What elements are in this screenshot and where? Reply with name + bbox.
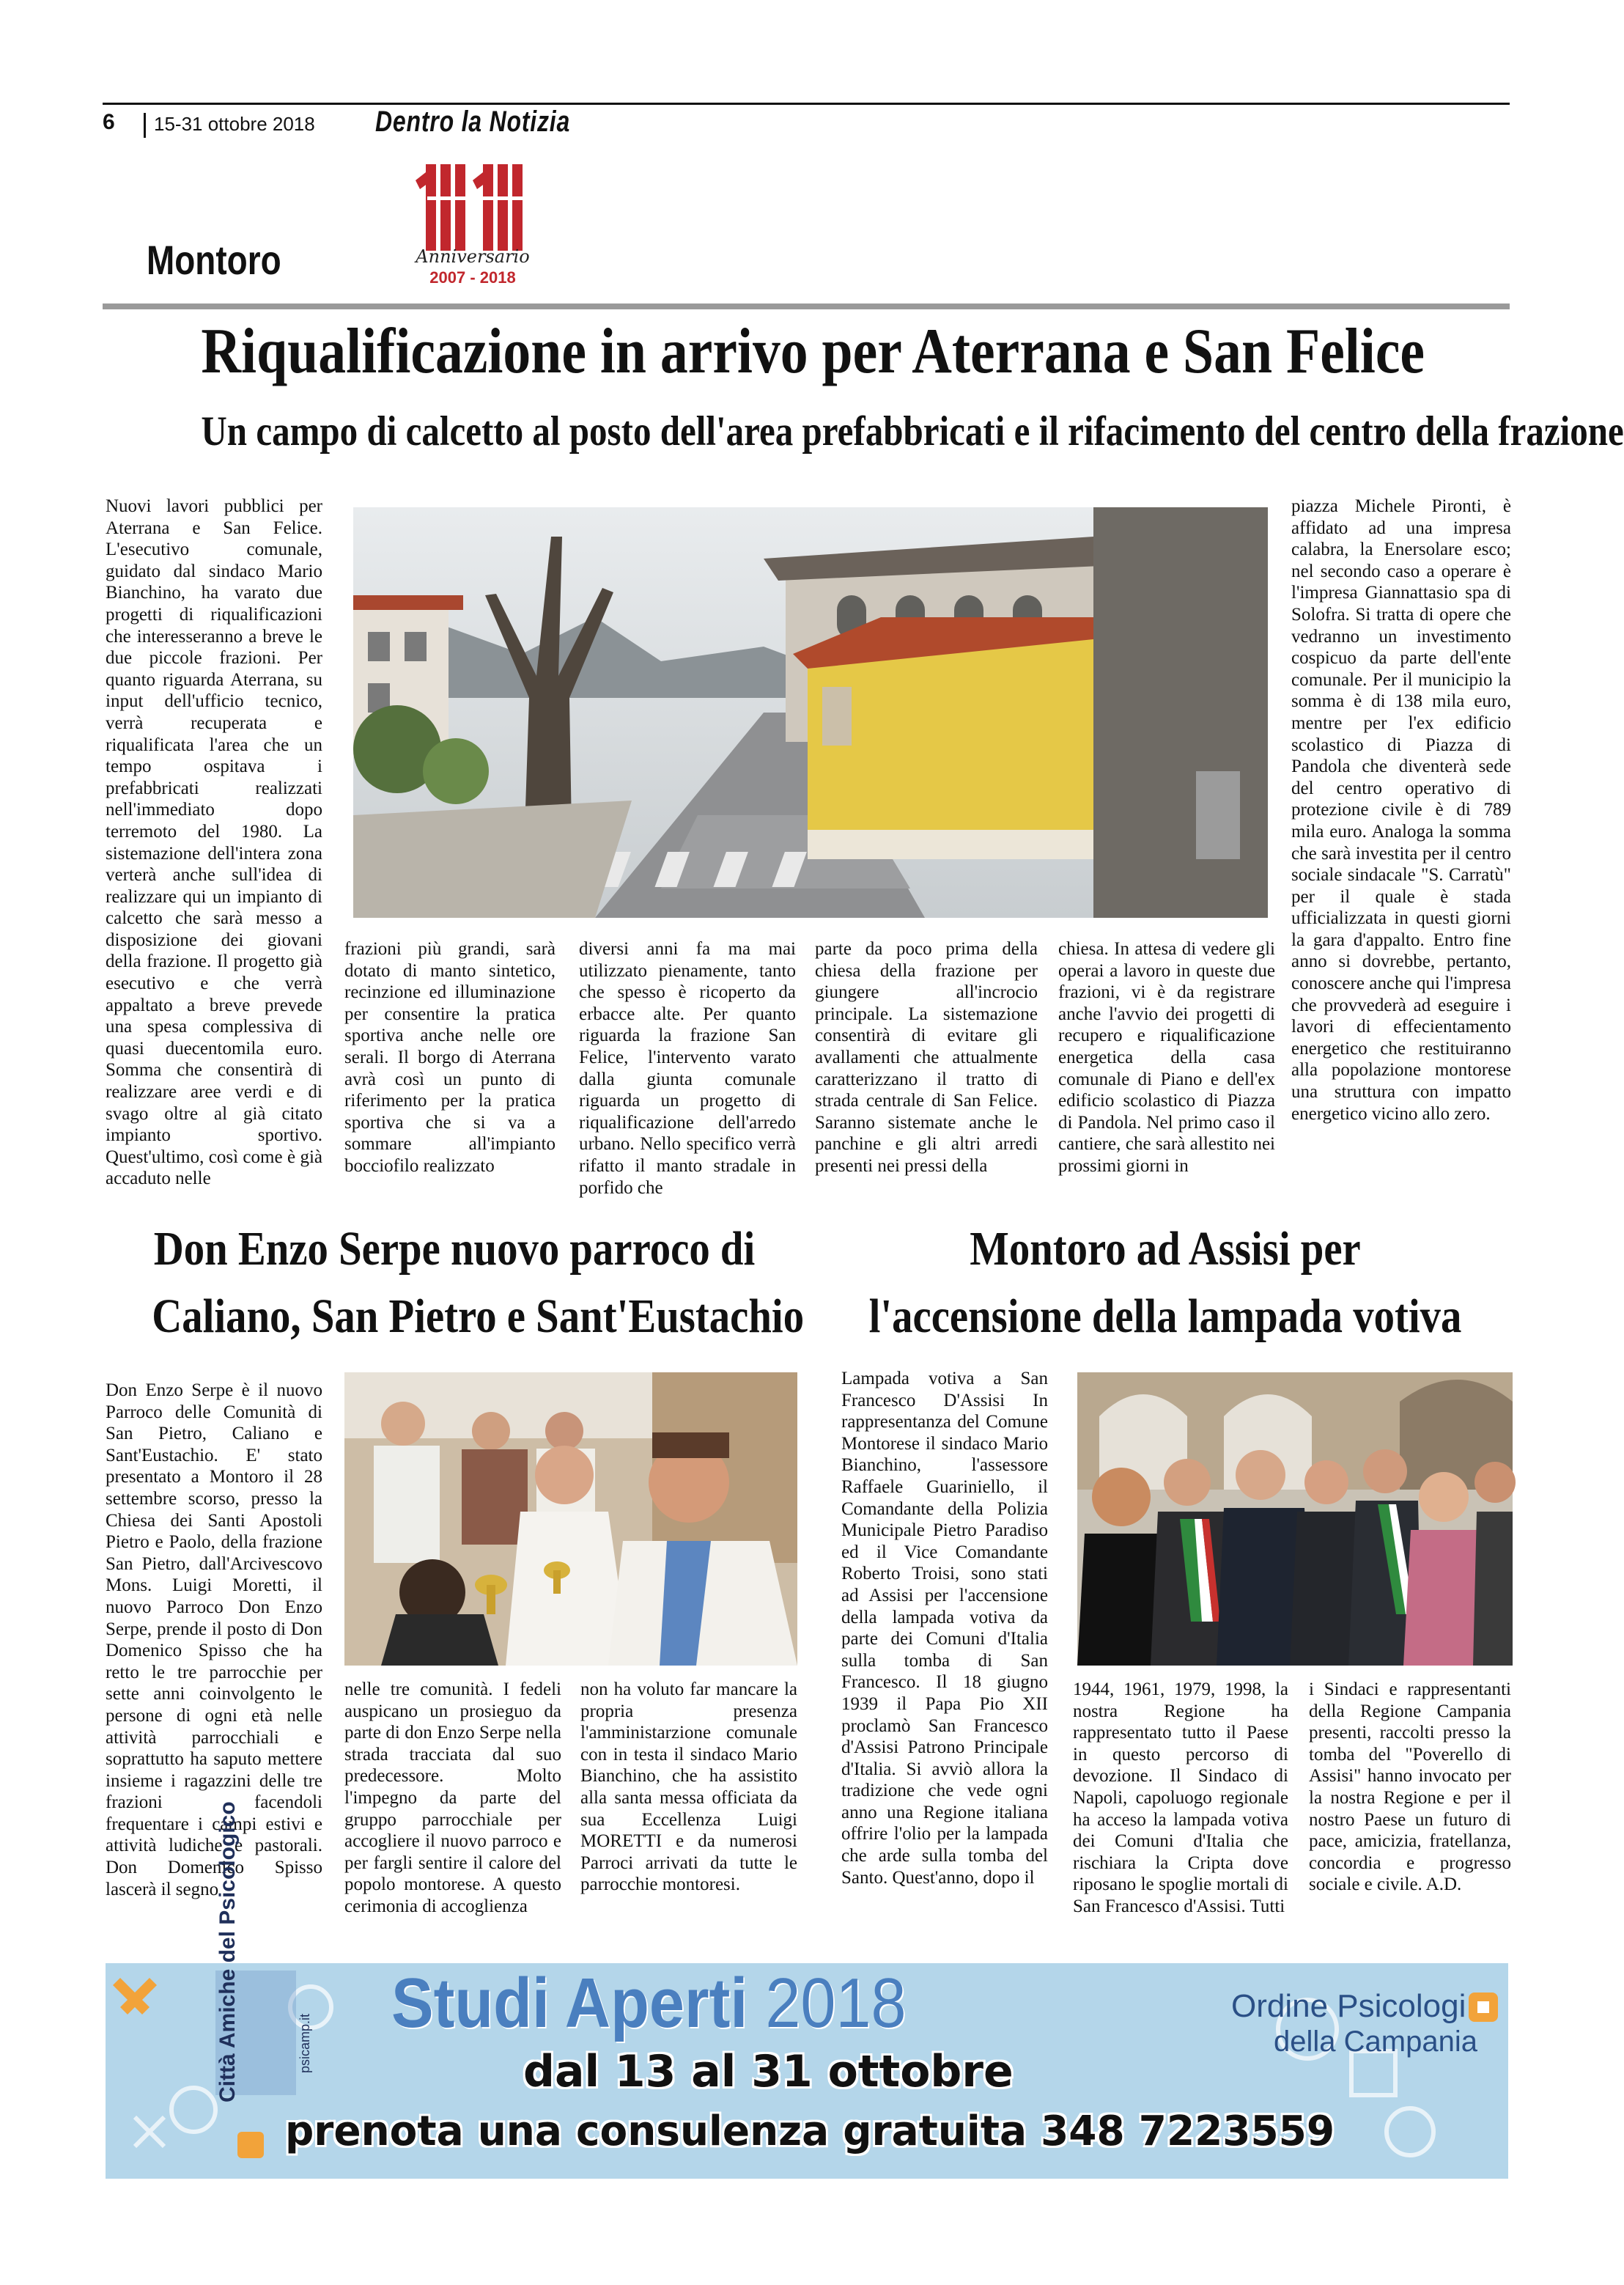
article3-headline-line2: l'accensione della lampada votiva: [868, 1289, 1462, 1343]
main-article-col-3: diversi anni fa ma mai utilizzato pienamente, tanto che spesso è ricoperto da erbacce alte. Per quanto riguarda la frazione San Felice, l'intervento varato dalla giunta comunale riguarda un progetto di riqualificazione dell'arredo urbano. Nello specifico verrà rifatto il manto stradale in porfido che: [579, 939, 796, 1198]
article2-headline-line2: Caliano, San Pietro e Sant'Eustachio: [152, 1289, 805, 1343]
anniversary-number-graphic: [413, 160, 533, 255]
page-number: 6: [103, 110, 115, 134]
ceremony-photo-image: [344, 1372, 797, 1666]
main-article-col-2: frazioni più grandi, sarà dotato di manto sintetico, recinzione ed illuminazione per consentire la pratica sportiva anche nelle ore serali. Il borgo di Aterrana avrà così un punto di riferimento per la pratica sportiva che si va a sommare all'impianto bocciofilo realizzato: [344, 939, 556, 1176]
ad-title: [391, 1963, 907, 2044]
article3-col-2: 1944, 1961, 1979, 1998, la nostra Regione ha rappresentato tutto il Paese in questo percorso di devozione. Il Sindaco di Napoli, capoluogo regionale ha acceso la lampada votiva dei Comuni d'Italia che rischiara la Cripta dove riposano le spoglie mortali di San Francesco d'Assisi. Tutti: [1073, 1679, 1288, 1916]
header-separator: [144, 113, 146, 138]
article3-col-1: Lampada votiva a San Francesco D'Assisi In rappresentanza del Comune Montorese il sindaco Mario Bianchino, l'assessore Raffaele Guariniello, il Comandante della Polizia Municipale Pietro Paradiso ed il Vice Comandante Roberto Troisi, sono stati ad Assisi per l'accensione della lampada votiva da parte dei Comuni d'Italia sulla tomba di San Francesco. Il 18 giugno 1939 il Papa Pio XII proclamò San Francesco d'Assisi Patrono Principale d'Italia. Si avviò allora la tradizione che vede ogni anno una Regione italiana offrire l'olio per la lampada che arde sulla tomba del Santo. Quest'anno, dopo il: [841, 1369, 1048, 1888]
main-article-col-1: Nuovi lavori pubblici per Aterrana e San Felice. L'esecutivo comunale, guidato dal sindaco Mario Bianchino, ha varato due progetti di riqualificazioni che interesseranno a breve le due piccole frazioni. Per quanto riguarda Aterrana, su input dell'ufficio tecnico, verrà recuperata e riqualificata l'area che un tempo ospitava i prefabbricati realizzati nell'immediato dopo terremoto del 1980. La sistemazione dell'intera zona verterà anche sull'idea di realizzare qui un impianto di calcetto che sarà messo a disposizione dei giovani della frazione. Il progetto già esecutivo e che verrà appaltato a breve prevede una spesa complessiva di quasi duecentomila euro. Somma che consentirà di realizzare aree verdi e di svago oltre al già citato impianto sportivo. Quest'ultimo, così come è già accaduto nelle: [106, 496, 322, 1189]
ad-org-line2: della Campania: [1274, 2025, 1477, 2058]
main-article-col-4: parte da poco prima della chiesa della frazione per giungere all'incrocio principale. La sistemazione consentirà di evitare gli avallamenti che attualmente caratterizzano il tratto di strada centrale di San Felice. Saranno sistemate anche le panchine e gli altri arredi presenti nei pressi della: [815, 939, 1038, 1176]
ceremony-photo: [344, 1372, 797, 1666]
header-rule: [103, 103, 1510, 105]
ad-call-to-action[interactable]: prenota una consulenza gratuita 348 7223559: [285, 2108, 1335, 2155]
section-title: Montoro: [147, 237, 281, 283]
anniversary-logo: [407, 160, 539, 295]
anniversary-years: 2007 - 2018: [429, 268, 516, 287]
assisi-photo: [1077, 1372, 1513, 1666]
ad-url-small: psicamp.it: [298, 2013, 312, 2073]
article3-col-3: i Sindaci e rappresentanti della Regione Campania presenti, raccolti presso la tomba del "Poverello di Assisi" hanno invocato per la nostra Regione e per il nostro Paese un futuro di pace, amicizia, fratellanza, concordia e progresso sociale e civile. A.D.: [1309, 1679, 1511, 1895]
ad-title-words: Studi Aperti: [391, 1964, 748, 2042]
assisi-photo-image: [1077, 1372, 1513, 1666]
ad-org-line1: Ordine Psicologi: [1231, 1988, 1466, 2024]
main-article-col-5: chiesa. In attesa di vedere gli operai a lavoro in queste due frazioni, vi è da registrare anche l'avvio dei progetti di recupero e riqualificazione energetica della casa comunale di Piano e dell'ex edificio scolastico di Piazza di Pandola. Nel primo caso il cantiere, che sarà allestito nei prossimi giorni in: [1058, 939, 1275, 1176]
anniversary-word: Anniversario: [416, 246, 530, 267]
ad-vertical-logo-text: Città Amiche del Psicologico: [215, 1801, 240, 2102]
main-article-col-6: piazza Michele Pironti, è affidato ad una impresa calabra, la Enersolare esco; nel secondo caso a operare è l'impresa Giannattasio spa di Solofra. Si tratta di opere che vedranno un investimento cospicuo da parte dell'ente comunale. Per il municipio la somma è di 138 mila euro, mentre per l'ex edificio scolastico di Piazza di Pandola che diventerà sede del centro operativo di protezione civile è di 789 mila euro. Analoga la somma che sarà investita per il centro sociale sindacale "S. Carratù" per il quale è stada ufficializzata in questi giorni la gara d'appalto. Entro fine anno si dovrebbe, pertanto, conoscere anche qui l'impresa che provvederà ad eseguire i lavori di effecientamento energetico che restituiranno alla popolazione montorese una struttura con impatto energetico vicino allo zero.: [1291, 496, 1511, 1124]
street-photo: [353, 507, 1268, 918]
article3-headline-line1: Montoro ad Assisi per: [970, 1222, 1361, 1276]
headline-rule: [103, 303, 1510, 309]
article-subheadline: Un campo di calcetto al posto dell'area prefabbricati e il rifacimento del centro della frazione: [201, 408, 1624, 455]
article2-col-1: Don Enzo Serpe è il nuovo Parroco delle Comunità di San Pietro, Caliano e Sant'Eustachio. E' stato presentato a Montoro il 28 settembre scorso, presso la Chiesa dei Santi Apostoli Pietro e Paolo, della frazione San Pietro, dall'Arcivescovo Mons. Luigi Moretti, il nuovo Parroco Don Enzo Serpe, prende il posto di Don Domenico Spisso che ha retto le tre parrocchie per sette anni coinvolgento le persone di ogni età nelle attività parrocchiali e soprattutto ha saputo mettere insieme i ragazzini delle tre frazioni facendoli frequentare i campi estivi e attività ludiche e pastorali. Don Domenico Spisso lascerà il segno: [106, 1380, 322, 1899]
article-headline: Riqualificazione in arrivo per Aterrana e San Felice: [201, 316, 1425, 387]
article2-col-2: nelle tre comunità. I fedeli auspicano un prosieguo da parte di don Enzo Serpe nella strada tracciata dal suo predecessore. Molto l'impegno da parte del gruppo parrocchiale per accogliere il nuovo parroco e per fargli sentire il calore del popolo montorese. A questo cerimonia di accoglienza: [344, 1679, 561, 1916]
ad-dates: dal 13 al 31 ottobre: [523, 2046, 1014, 2097]
newspaper-name: Dentro la Notizia: [375, 106, 571, 138]
article2-col-3: non ha voluto far mancare la propria presenza l'amministarzione comunale con in testa il sindaco Mario Bianchino, che ha assistito alla santa messa officiata da sua Eccellenza Luigi MORETTI e da numerosi Parroci arrivati da tutte le parrocchie montoresi.: [580, 1679, 797, 1895]
article2-headline-line1: Don Enzo Serpe nuovo parroco di: [153, 1222, 756, 1276]
street-photo-image: [353, 507, 1268, 918]
ad-title-year: 2018: [765, 1964, 907, 2042]
advertisement-banner[interactable]: [106, 1801, 1508, 2179]
issue-date: 15-31 ottobre 2018: [154, 113, 315, 135]
